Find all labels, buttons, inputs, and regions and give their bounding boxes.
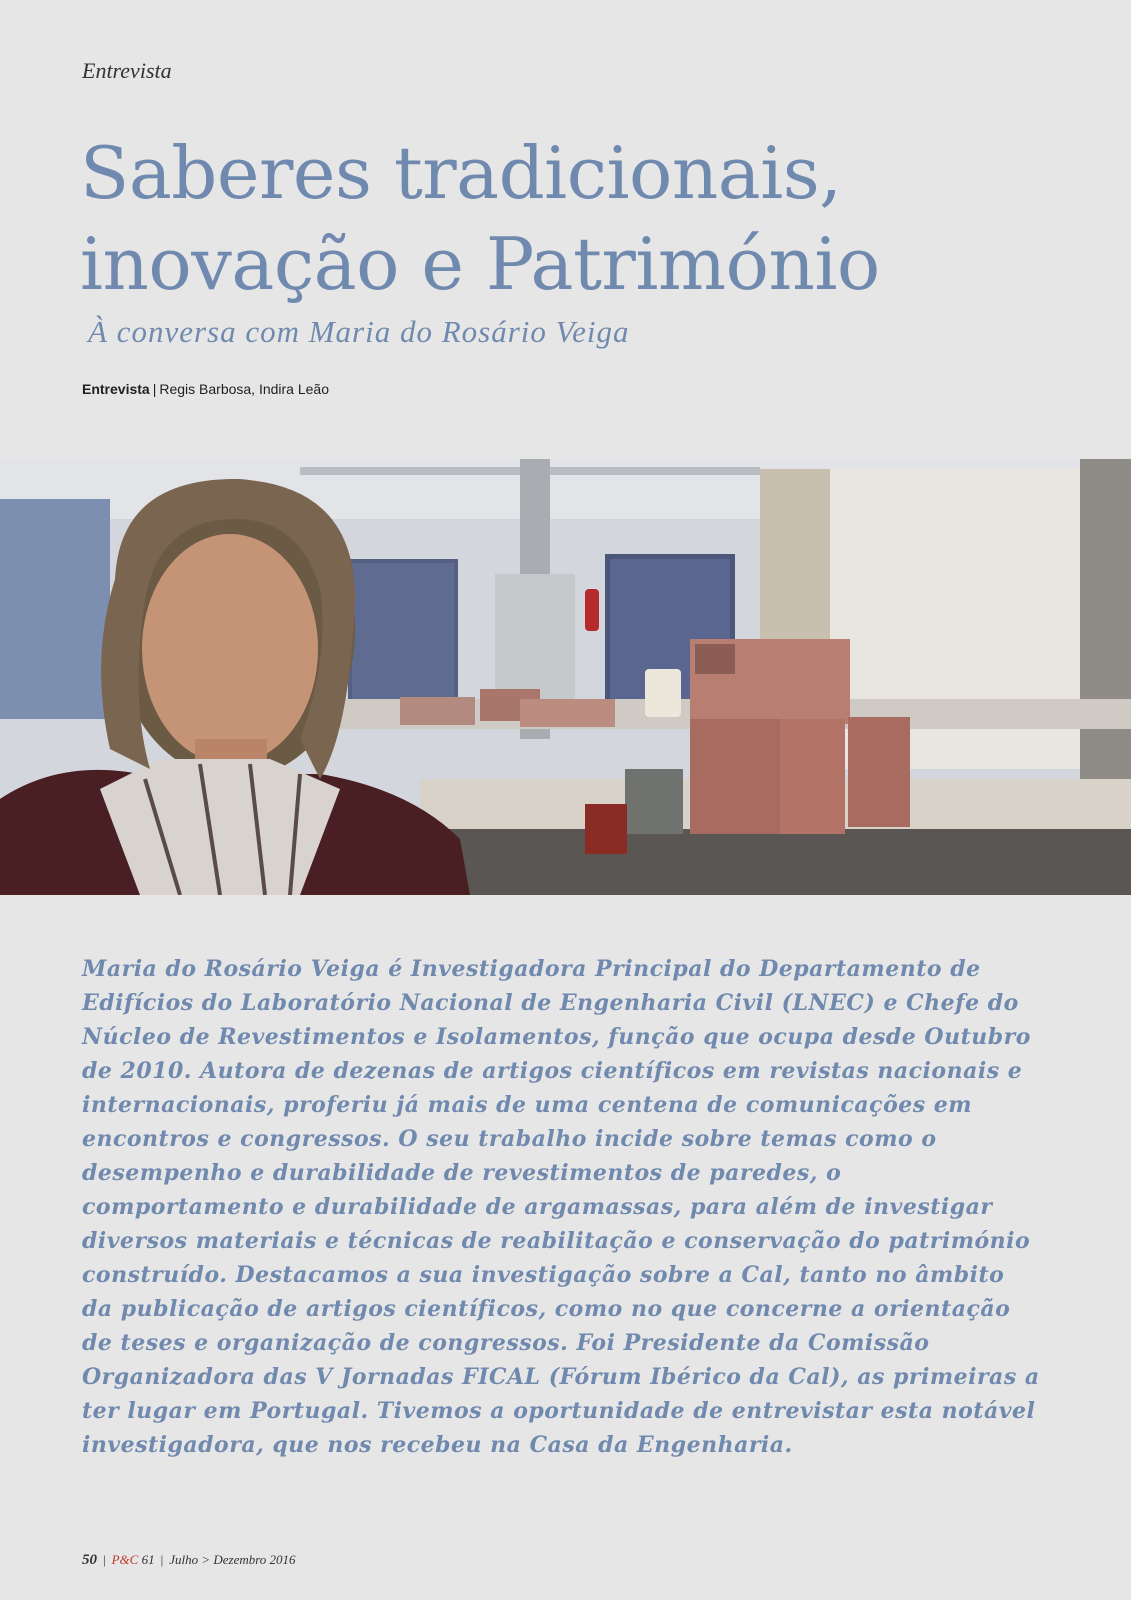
footer-separator-2: | [160,1552,164,1567]
article-subtitle: À conversa com Maria do Rosário Veiga [88,314,630,349]
page-number: 50 [82,1552,97,1568]
portrait-photo [0,459,1131,895]
page-footer [82,1552,296,1569]
section-label: Entrevista [82,58,172,83]
byline-label: Entrevista [82,381,150,397]
footer-separator: | [103,1552,106,1567]
portrait-photo-icon [0,459,1131,895]
issue-number: 61 [141,1552,155,1567]
article-title [80,128,880,310]
byline-authors: Regis Barbosa, Indira Leão [159,381,330,397]
publication-brand: P&C [111,1552,139,1567]
lead-paragraph: Maria do Rosário Veiga é Investigadora Principal do Departamento de Edifícios do Laboratório Nacional de Engenharia Civil (LNEC) e Chefe do Núcleo de Revestimentos e Isolamentos, função que ocupa desde Outubro de 2010. Autora de dezenas de artigos científicos em revistas nacionais e internacionais, proferiu já mais de uma centena de comunicações em encontros e congressos. O seu trabalho incide sobre temas como o desempenho e durabilidade de revestimentos de paredes, o comportamento e durabilidade de argamassas, para além de investigar diversos materiais e técnicas de reabilitação e conservação do património construído. Destacamos a sua investigação sobre a Cal, tanto no âmbito da publicação de artigos científicos, como no que concerne a orientação de teses e organização de congressos. Foi Presidente da Comissão Organizadora das V Jornadas FICAL (Fórum Ibérico da Cal), as primeiras a ter lugar em Portugal. Tivemos a oportunidade de entrevistar esta notável investigadora, que nos recebeu na Casa da Engenharia. [82,956,1040,1458]
article-title-line-1: Saberes tradicionais, [80,131,842,215]
byline-separator: | [152,381,157,397]
byline [82,381,329,397]
issue-date: Julho > Dezembro 2016 [169,1552,296,1567]
article-title-line-2: inovação e Património [80,222,880,306]
